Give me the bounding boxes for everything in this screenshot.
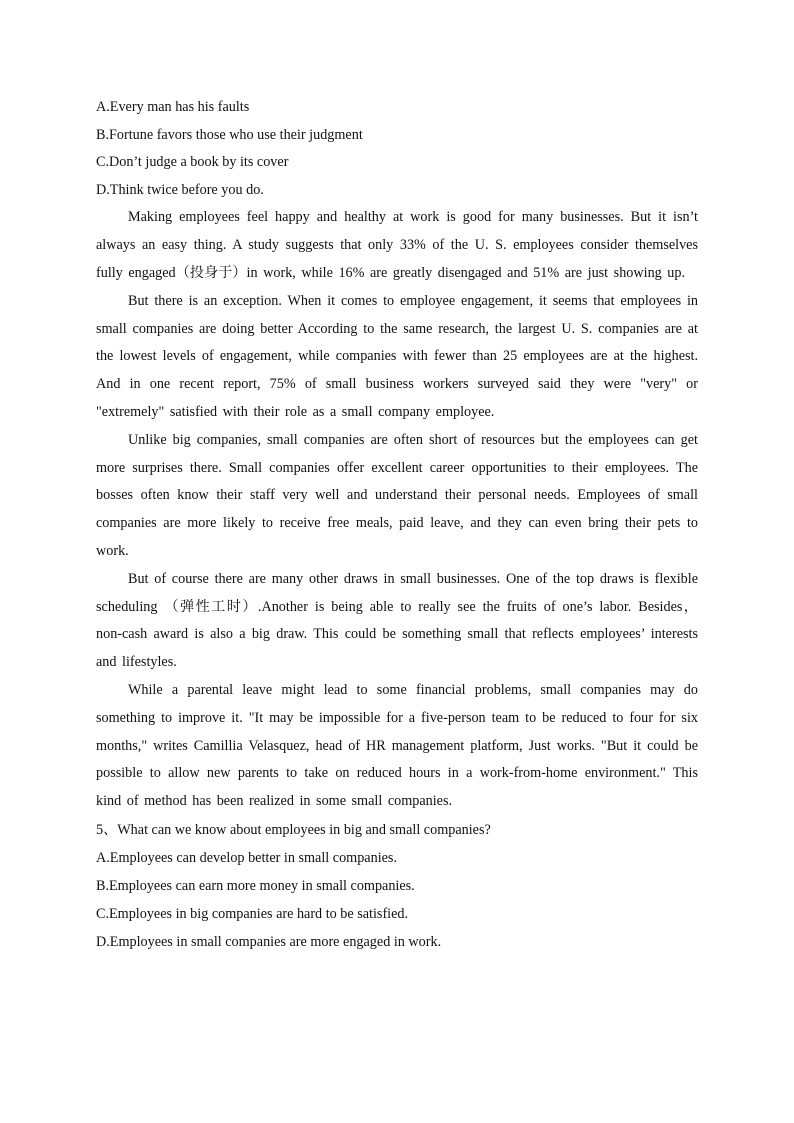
option-d: D.Employees in small companies are more engaged in work. [96,933,442,950]
document-page [96,94,698,956]
passage-paragraph-5: While a parental leave might lead to some financial problems, small companies may do something to improve it. "It may be impossible for a five-person team to be reduced to four for six months," writes Camillia Velasquez, head of HR management platform, Just works. "But it could be possible to allow new parents to take on reduced hours in a work-from-home environment." This kind of method has been realized in some small companies. [96,681,698,810]
passage-paragraph-3: Unlike big companies, small companies are often short of resources but the employees can get more surprises there. Small companies offer excellent career opportunities to their employees. The bosses often know their staff very well and understand their personal needs. Employees of small companies are more likely to receive free meals, paid leave, and they can even bring their pets to work. [96,431,698,559]
question-stem: 5、What can we know about employees in big and small companies? [96,821,491,838]
passage-paragraph-2: But there is an exception. When it comes to employee engagement, it seems that employees in small companies are doing better According to the same research, the largest U. S. companies are at the lowest levels of engagement, while companies with fewer than 25 employees are at the highest. And in one recent report, 75% of small business workers surveyed said they were "very" or "extremely" satisfied with their role as a small company employee. [96,292,698,420]
passage-paragraph-4: But of course there are many other draws in small businesses. One of the top draws is flexible scheduling （弹性工时）.Another is being able to really see the fruits of one’s labor. Besides， non-cash award is also a big draw. This could be something small that reflects employees’ interests and lifestyles. [96,570,698,671]
option-a: A.Employees can develop better in small companies. [96,849,397,866]
question-5 [96,816,698,956]
prev-option-c: C.Don’t judge a book by its cover [96,154,289,171]
reading-passage [96,204,698,816]
previous-question-options [96,94,698,204]
option-b: B.Employees can earn more money in small companies. [96,877,415,894]
prev-option-a: A.Every man has his faults [96,99,250,115]
prev-option-d: D.Think twice before you do. [96,181,264,198]
option-c: C.Employees in big companies are hard to be satisfied. [96,905,409,922]
passage-paragraph-1: Making employees feel happy and healthy at work is good for many businesses. But it isn’t always an easy thing. A study suggests that only 33% of the U. S. employees consider themselves fully engaged（投身于）in work, while 16% are greatly disengaged and 51% are just showing up. [96,209,698,281]
prev-option-b: B.Fortune favors those who use their judgment [96,126,363,143]
